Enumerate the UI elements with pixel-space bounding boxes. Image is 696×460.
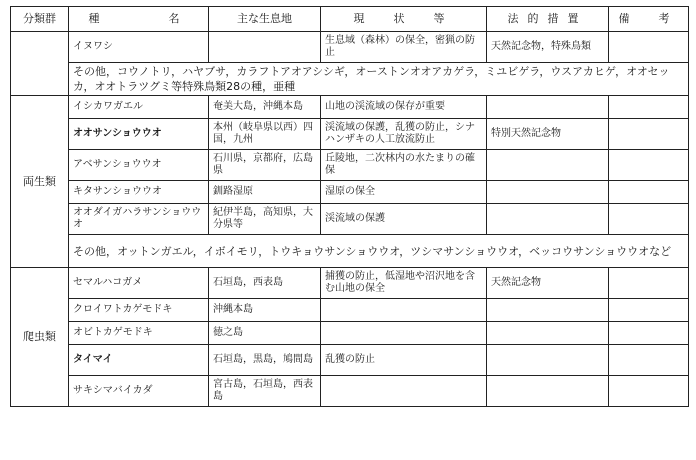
header-remarks: 備 考 [609,7,689,32]
legal-cell [487,299,609,322]
status-cell: 丘陵地，二次林内の水たまりの確保 [321,150,487,181]
remarks-cell [609,268,689,299]
species-name: キタサンショウウオ [69,181,209,204]
status-cell [321,376,487,407]
habitat-cell: 沖縄本島 [209,299,321,322]
habitat-cell: 石川県，京都府，広島県 [209,150,321,181]
species-name: タイマイ [69,345,209,376]
habitat-cell: 紀伊半島，高知県，大分県等 [209,204,321,235]
status-cell [321,299,487,322]
species-name: オビトカゲモドキ [69,322,209,345]
remarks-cell [609,181,689,204]
legal-cell [487,345,609,376]
group-cell: 爬虫類 [11,268,69,407]
legal-cell [487,376,609,407]
species-name: イヌワシ [69,32,209,63]
species-name: クロイワトカゲモドキ [69,299,209,322]
status-cell: 捕獲の防止，低湿地や沼沢地を含む山地の保全 [321,268,487,299]
legal-cell: 天然記念物 [487,268,609,299]
group-cell [11,32,69,96]
group-cell: 両生類 [11,96,69,268]
note-row [11,63,689,96]
habitat-cell [209,32,321,63]
habitat-cell: 本州（岐阜県以西）四国，九州 [209,119,321,150]
species-name: セマルハコガメ [69,268,209,299]
remarks-cell [609,96,689,119]
remarks-cell [609,345,689,376]
header-species: 種 名 [69,7,209,32]
status-cell: 生息域（森林）の保全，密猟の防止 [321,32,487,63]
header-legal: 法的措置 [487,7,609,32]
legal-cell [487,322,609,345]
remarks-cell [609,119,689,150]
status-cell: 山地の渓流域の保存が重要 [321,96,487,119]
remarks-cell [609,32,689,63]
remarks-cell [609,299,689,322]
amphibians-note: その他，オットンガエル，イボイモリ，トウキョウサンショウウオ，ツシマサンショウウオ，ベッコウサンショウウオなど [69,235,689,268]
table-row [11,322,689,345]
table-row [11,96,689,119]
note-row [11,235,689,268]
legal-cell: 特別天然記念物 [487,119,609,150]
legal-cell: 天然記念物，特殊鳥類 [487,32,609,63]
table-row [11,299,689,322]
remarks-cell [609,150,689,181]
table-row [11,119,689,150]
header-group: 分類群 [11,7,69,32]
status-cell: 渓流域の保護，乱獲の防止，シナハンザキの人工放流防止 [321,119,487,150]
habitat-cell: 徳之島 [209,322,321,345]
header-status: 現 状 等 [321,7,487,32]
status-cell: 渓流域の保護 [321,204,487,235]
habitat-cell: 奄美大島，沖縄本島 [209,96,321,119]
habitat-cell: 石垣島，黒島，鳩間島 [209,345,321,376]
table-row [11,204,689,235]
species-name: オオサンショウウオ [69,119,209,150]
species-name: サキシマバイカダ [69,376,209,407]
species-table [10,6,689,407]
habitat-cell: 宮古島，石垣島，西表島 [209,376,321,407]
birds-note: その他，コウノトリ，ハヤブサ，カラフトアオアシシギ，オーストンオオアカゲラ，ミユビゲラ，ウスアカヒゲ，オオセッカ，オオトラツグミ等特殊鳥類28の種，亜種 [69,63,689,96]
remarks-cell [609,376,689,407]
status-cell [321,322,487,345]
legal-cell [487,204,609,235]
legal-cell [487,181,609,204]
table-row [11,32,689,63]
table-row [11,376,689,407]
header-habitat: 主な生息地 [209,7,321,32]
legal-cell [487,150,609,181]
species-name: イシカワガエル [69,96,209,119]
table-row [11,268,689,299]
status-cell: 湿原の保全 [321,181,487,204]
header-row [11,7,689,32]
status-cell: 乱獲の防止 [321,345,487,376]
remarks-cell [609,322,689,345]
habitat-cell: 釧路湿原 [209,181,321,204]
species-name: オオダイガハラサンショウウオ [69,204,209,235]
habitat-cell: 石垣島，西表島 [209,268,321,299]
table-row [11,181,689,204]
table-row [11,150,689,181]
species-name: アベサンショウウオ [69,150,209,181]
table-row [11,345,689,376]
remarks-cell [609,204,689,235]
legal-cell [487,96,609,119]
